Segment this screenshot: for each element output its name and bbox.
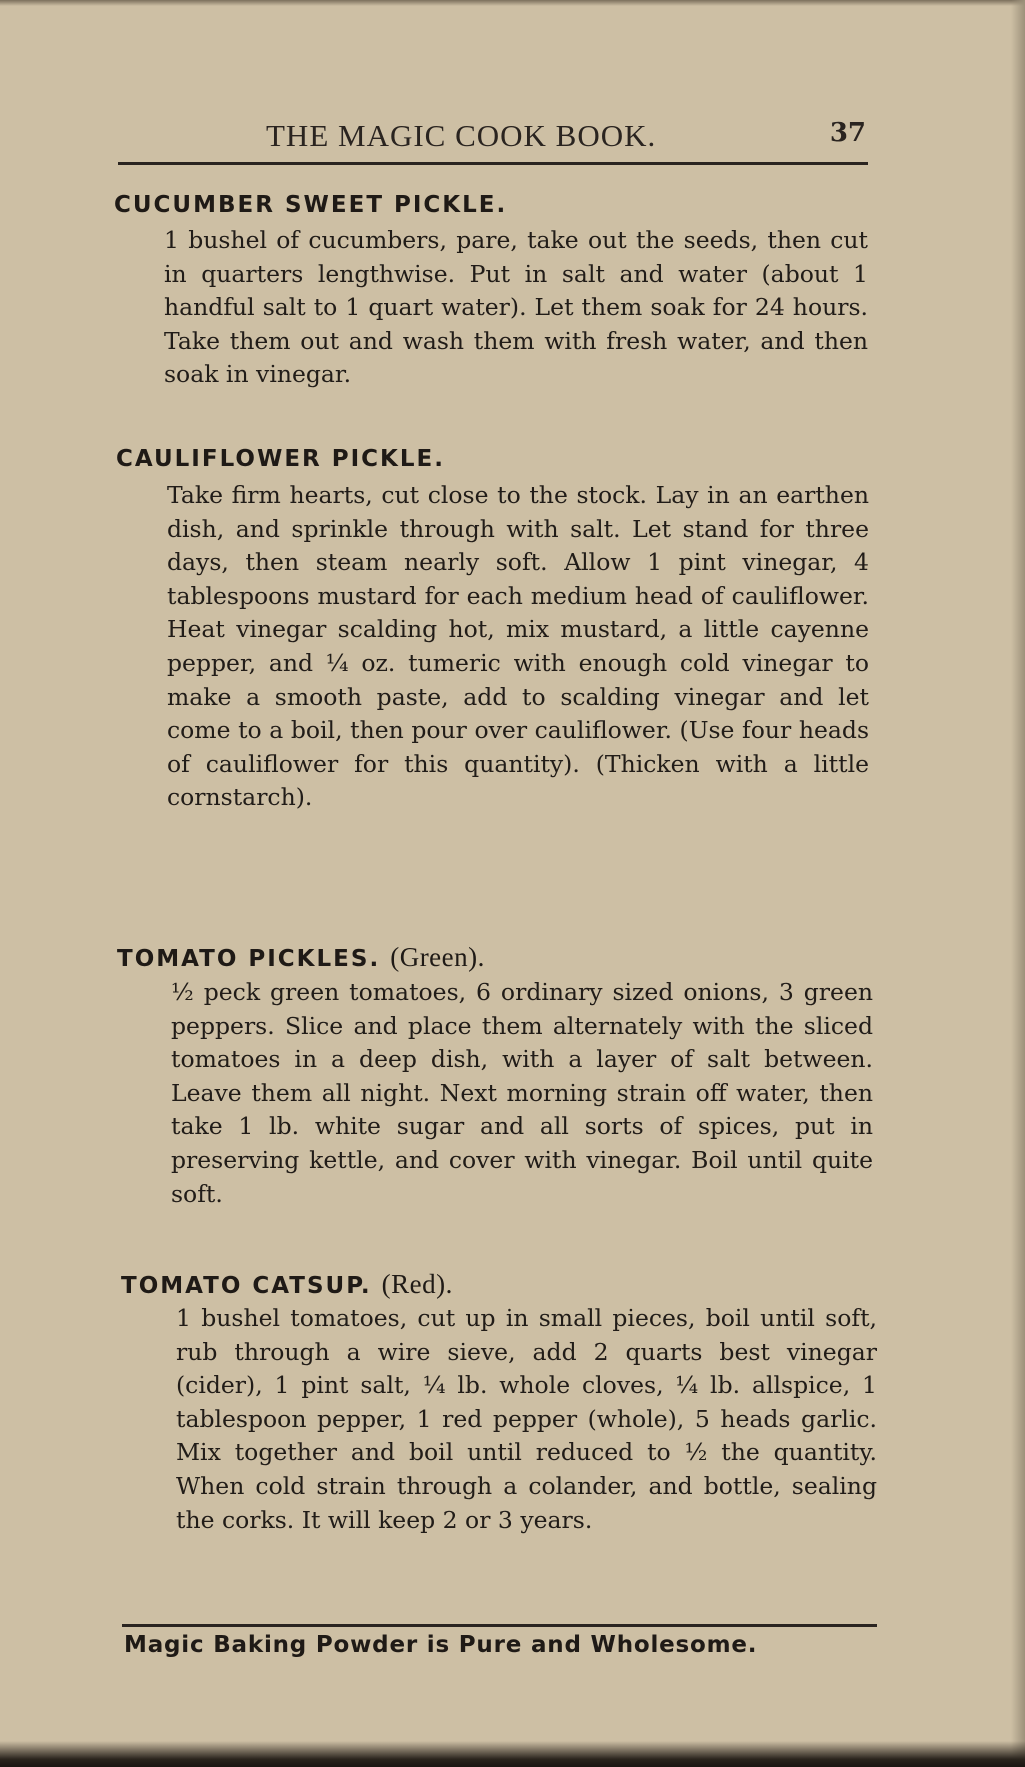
recipe-title [114, 192, 507, 218]
recipe-body: 1 bushel of cucumbers, pare, take out the seeds, then cut in quarters lengthwise. Put in salt and water (about 1 handful salt to 1 quart water). Let them soak for 24 hours. Take them out and wash them with fresh water, and then soak in vinegar. [164, 226, 868, 389]
page-right-edge [1011, 0, 1025, 1767]
recipe-note: (Red). [381, 1269, 453, 1299]
recipe-body: Take firm hearts, cut close to the stock. Lay in an earthen dish, and sprinkle through with salt. Let stand for three days, then steam nearly soft. Allow 1 pint vinegar, 4 tablespoons mustard for each medium head of cauliflower. Heat vinegar scalding hot, mix mustard, a little cayenne pepper, and ¼ oz. tumeric with enough cold vinegar to make a smooth paste, add to scalding vinegar and let come to a boil, then pour over cauliflower. (Use four heads of cauliflower for this quantity). (Thicken with a little cornstarch). [167, 481, 869, 812]
recipe-title-text: CUCUMBER SWEET PICKLE. [114, 192, 508, 218]
recipe-note: (Green). [390, 942, 485, 972]
page-bottom-edge [0, 1741, 1025, 1767]
header-rule [118, 162, 868, 165]
page-top-edge [0, 0, 1025, 6]
page-number: 37 [829, 118, 866, 148]
running-title: THE MAGIC COOK BOOK. [266, 118, 657, 153]
recipe-body: 1 bushel tomatoes, cut up in small pieces, boil until soft, rub through a wire sieve, add 2 quarts best vinegar (cider), 1 pint salt, ¼ lb. whole cloves, ¼ lb. allspice, 1 tablespoon pepper, 1 red pepper (whole), 5 heads garlic. Mix together and boil until reduced to ½ the quantity. When cold strain through a colander, and bottle, sealing the corks. It will keep 2 or 3 years. [176, 1304, 877, 1534]
recipe-title-text: TOMATO PICKLES. [117, 946, 381, 972]
recipe-title [116, 446, 445, 472]
footer-slogan: Magic Baking Powder is Pure and Wholesome. [124, 1632, 758, 1658]
footer-rule [122, 1624, 877, 1627]
recipe-title-text: CAULIFLOWER PICKLE. [116, 446, 445, 472]
page-header [118, 118, 868, 158]
recipe-title [117, 942, 485, 973]
recipe-title-text: TOMATO CATSUP. [121, 1273, 372, 1299]
recipe-body: ½ peck green tomatoes, 6 ordinary sized onions, 3 green peppers. Slice and place them alternately with the sliced tomatoes in a deep dish, with a layer of salt between. Leave them all night. Next morning strain off water, then take 1 lb. white sugar and all sorts of spices, put in preserving kettle, and cover with vinegar. Boil until quite soft. [171, 978, 873, 1208]
recipe-title [121, 1269, 453, 1300]
